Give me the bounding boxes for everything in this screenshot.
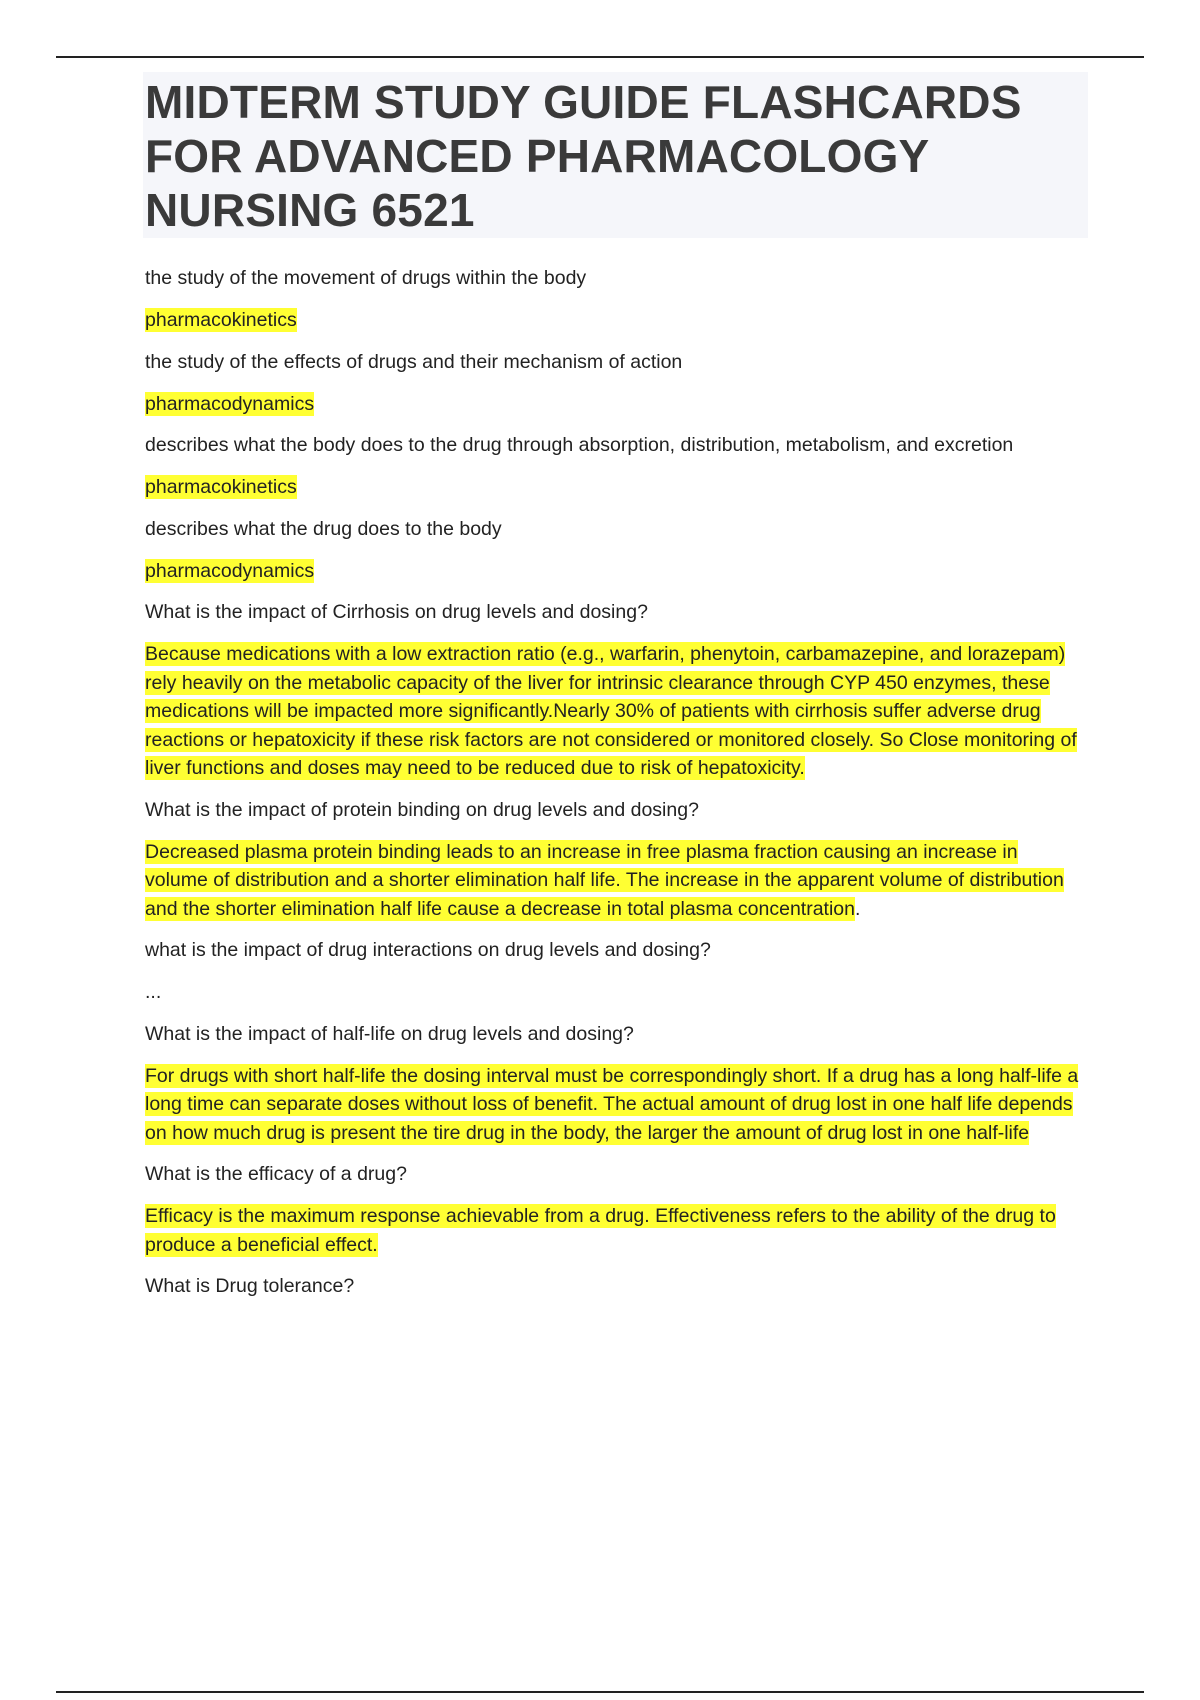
flashcard [145,1020,1085,1148]
flashcard-term: the study of the movement of drugs within the body [145,267,587,289]
flashcard-definition [145,978,1085,1007]
answer-trailing-punctuation: . [855,897,861,920]
top-rule [56,56,1144,58]
flashcard-definition [145,1202,1085,1259]
flashcard-definition [145,306,1085,335]
flashcard [145,431,1085,502]
flashcard-term: describes what the drug does to the body [145,517,502,540]
flashcard [145,515,1085,586]
flashcard-term: What is Drug tolerance? [145,1275,355,1297]
highlighted-answer: ... [145,981,162,1003]
flashcard [145,936,1085,1007]
flashcard-term: What is the impact of protein binding on drug levels and dosing? [145,798,699,821]
flashcard-definition [145,390,1085,419]
flashcard-term: the study of the effects of drugs and their mechanism of action [145,350,683,373]
highlighted-answer: Because medications with a low extraction ratio (e.g., warfarin, phenytoin, carbamazepine, and lorazepam) rely heavily on the metabolic capacity of the liver for intrinsic clearance through CYP 450 enzymes, these medications will be impacted more significantly.Nearly 30% of patients with cirrhosis suffer adverse drug reactions or hepatoxicity if these risk factors are not considered or monitored closely. So Close monitoring of liver functions and doses may need to be reduced due to risk of hepatoxicity. [145,643,1077,779]
flashcard-term: what is the impact of drug interactions on drug levels and dosing? [145,939,711,961]
flashcard-term: describes what the body does to the drug through absorption, distribution, metabolism, and excretion [145,434,1014,456]
flashcard-definition [145,640,1085,783]
highlighted-answer: pharmacokinetics [145,309,297,331]
flashcard-list [145,264,1085,1300]
flashcard [145,1272,1085,1300]
highlighted-answer: For drugs with short half-life the dosing interval must be correspondingly short. If a drug has a long half-life a long time can separate doses without loss of benefit. The actual amount of drug lost in one half life depends on how much drug is present the tire drug in the body, the larger the amount of drug lost in one half-life [145,1064,1079,1144]
highlighted-answer: Efficacy is the maximum response achievable from a drug. Effectiveness refers to the ability of the drug to produce a beneficial effect. [145,1205,1056,1256]
flashcard-definition [145,557,1085,586]
flashcard [145,796,1085,924]
flashcard-definition [145,1062,1085,1148]
flashcard [145,1160,1085,1259]
highlighted-answer: Decreased plasma protein binding leads to an increase in free plasma fraction causing an increase in volume of distribution and a shorter elimination half life. The increase in the apparent volume of distribution and the shorter elimination half life cause a decrease in total plasma concentration [145,840,1064,920]
flashcard-term: What is the efficacy of a drug? [145,1163,407,1185]
flashcard-definition [145,473,1085,502]
highlighted-answer: pharmacodynamics [145,559,315,582]
title-block [143,72,1088,238]
highlighted-answer: pharmacodynamics [145,392,315,415]
flashcard-term: What is the impact of half-life on drug levels and dosing? [145,1022,634,1045]
flashcard-term: What is the impact of Cirrhosis on drug levels and dosing? [145,601,648,623]
highlighted-answer: pharmacokinetics [145,476,297,498]
flashcard [145,348,1085,419]
document-title: MIDTERM STUDY GUIDE FLASHCARDS FOR ADVANCED PHARMACOLOGY NURSING 6521 [145,76,1022,236]
flashcard-definition [145,838,1085,924]
bottom-rule [56,1691,1144,1693]
flashcard [145,598,1085,783]
flashcard [145,264,1085,335]
